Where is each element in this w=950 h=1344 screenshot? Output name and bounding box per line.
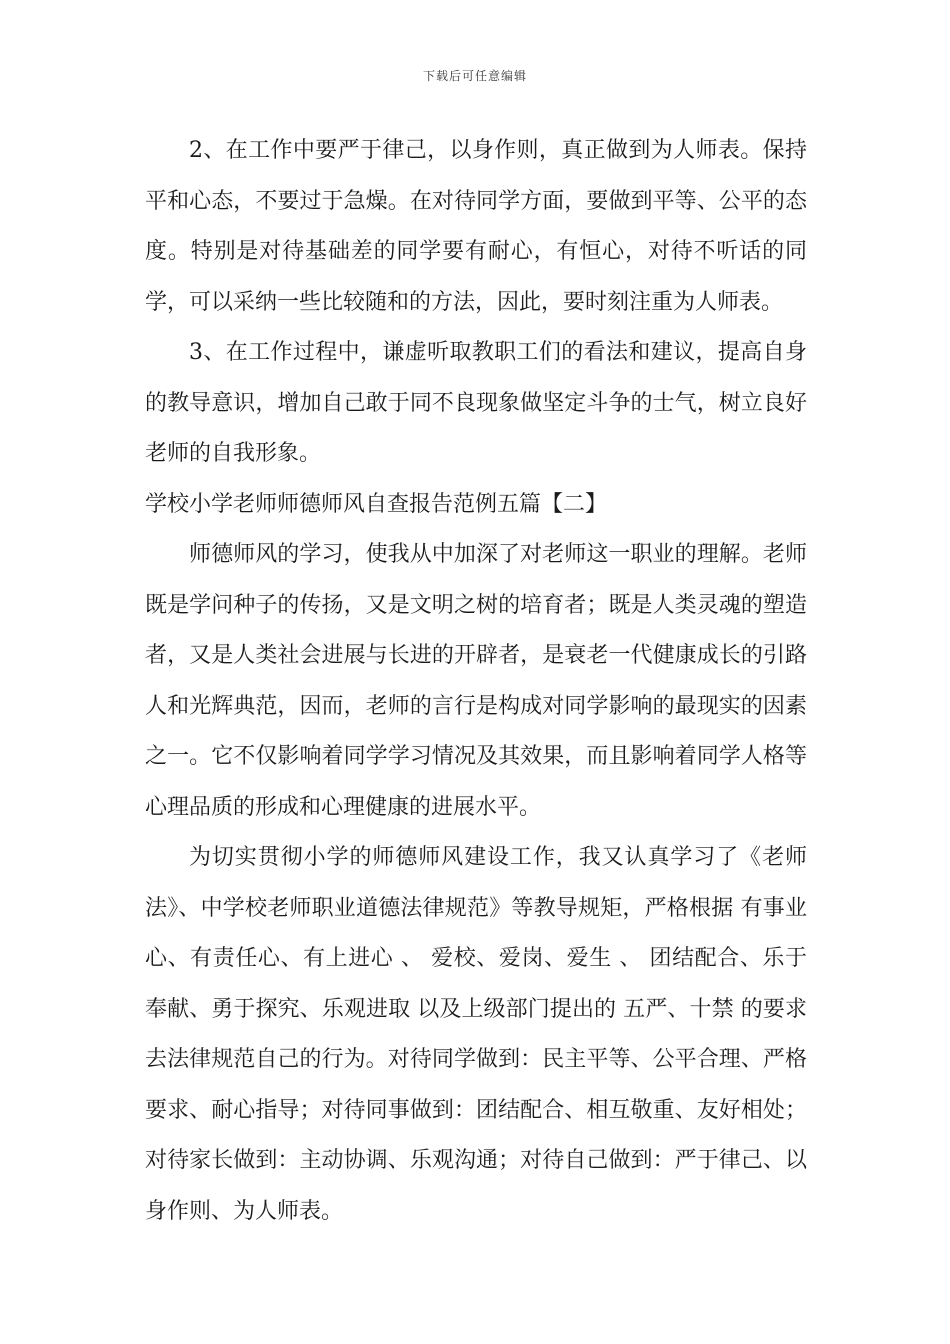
paragraph-implementation: 为切实贯彻小学的师德师风建设工作，我又认真学习了《老师法》、中学校老师职业道德法律规范》等教导规矩，严格根据 有事业心、有责任心、有上进心 、 爱校、爱岗、爱生 、 团结配合、乐于奉献、勇于探究、乐观进取 以及上级部门提出的 五严、十禁 的要求去法律规范自己的行为。对待同学做到：民主平等、公平合理、严格要求、耐心指导；对待同事做到：团结配合、相互敬重、友好相处；对待家长做到：主动协调、乐观沟通；对待自己做到：严于律己、以身作则、为人师表。: [145, 845, 807, 1224]
page-header: 下载后可任意编辑: [422, 69, 527, 83]
document-body: [145, 126, 807, 1237]
section-heading: 学校小学老师师德师风自查报告范例五篇【二】: [145, 491, 608, 517]
paragraph-intro: 师德师风的学习，使我从中加深了对老师这一职业的理解。老师既是学问种子的传扬，又是文明之树的培育者；既是人类灵魂的塑造者，又是人类社会进展与长进的开辟者，是衰老一代健康成长的引路人和光辉典范，因而，老师的言行是构成对同学影响的最现实的因素之一。它不仅影响着同学学习情况及其效果，而且影响着同学人格等心理品质的形成和心理健康的进展水平。: [145, 542, 807, 820]
paragraph-item-3: 3、在工作过程中，谦虚听取教职工们的看法和建议，提高自身的教导意识，增加自己敢于同不良现象做坚定斗争的士气，树立良好老师的自我形象。: [145, 340, 807, 466]
paragraph-item-2: 2、在工作中要严于律己，以身作则，真正做到为人师表。保持平和心态，不要过于急燥。在对待同学方面，要做到平等、公平的态度。特别是对待基础差的同学要有耐心，有恒心，对待不听话的同学，可以采纳一些比较随和的方法，因此，要时刻注重为人师表。: [145, 138, 807, 315]
